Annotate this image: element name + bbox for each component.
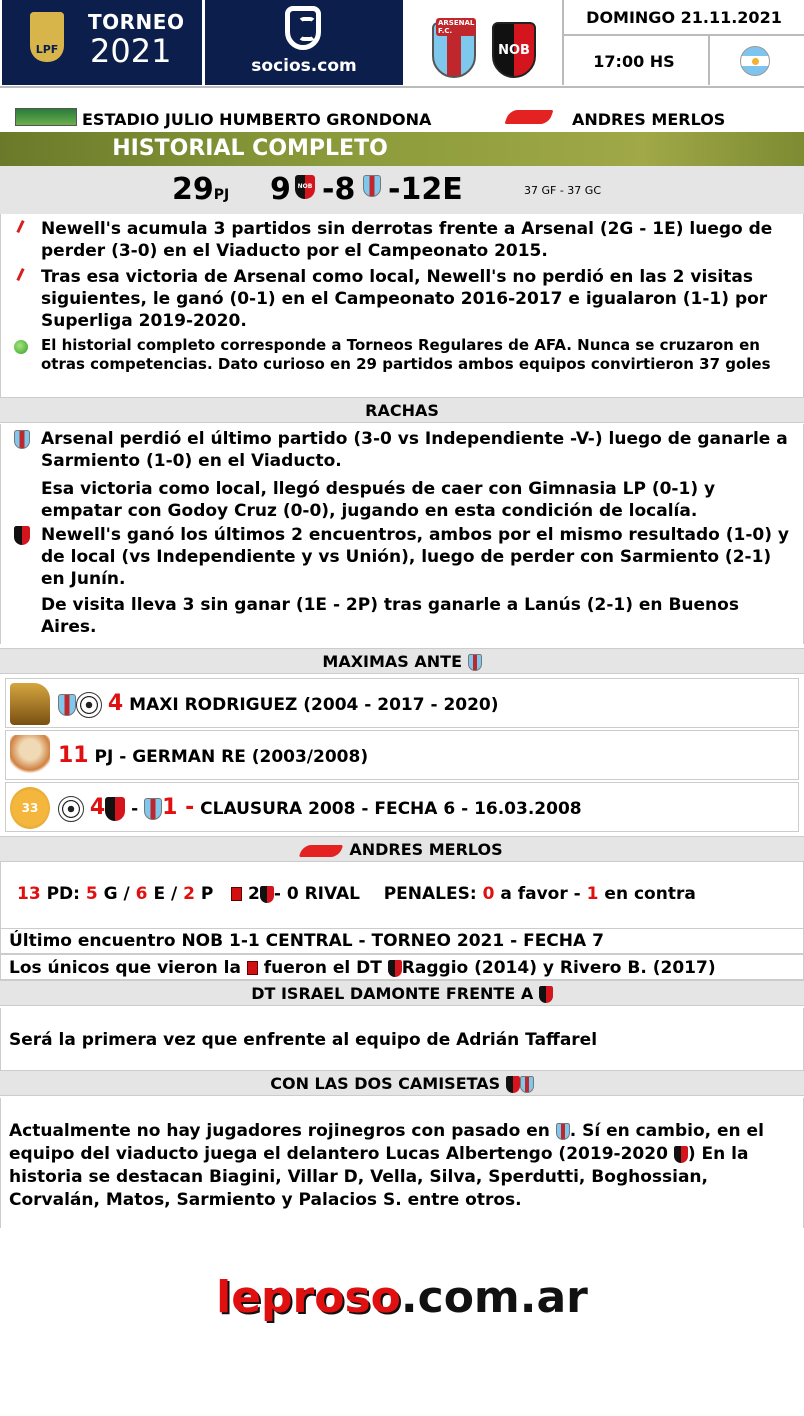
- torneo-year: 2021: [90, 32, 172, 70]
- sponsor-name: socios.com: [251, 56, 357, 76]
- leproso-logo[interactable]: [0, 1272, 804, 1323]
- newells-crest-icon: [14, 526, 30, 545]
- historial-score: [0, 166, 804, 214]
- ball-icon: [76, 692, 102, 718]
- maximas-title: MAXIMAS ANTE: [322, 652, 463, 671]
- pen-icon: [15, 220, 25, 234]
- arsenal-crest-icon: [144, 798, 162, 820]
- pj-suffix: PJ: [213, 187, 230, 203]
- logo-domain: .com.ar: [400, 1272, 588, 1323]
- player-medal-icon: [10, 735, 50, 777]
- max-scorer: [58, 691, 499, 718]
- stadium-name: ESTADIO JULIO HUMBERTO GRONDONA: [82, 110, 432, 129]
- newells-wins: 9: [270, 172, 291, 207]
- g-count: 5: [85, 884, 98, 904]
- win-ars-goals: 1 -: [162, 795, 195, 820]
- win-nob-goals: 4: [89, 795, 106, 820]
- camisetas-text-c: ) En la historia se destacan Biagini, Villar D, Vella, Silva, Sperdutti, Boghossian, Corvalán, Matos, Sarmiento y Palacios S. entre otros.: [9, 1144, 749, 1210]
- newells-crest-icon: [539, 986, 553, 1003]
- referee-stats: [0, 862, 804, 928]
- historial-note: Tras esa victoria de Arsenal como local, Newell's no perdió en las 2 visitas siguientes, le ganó (0-1) en el Campeonato 2016-2017 e igualaron (1-1) por Superliga 2019-2020.: [41, 267, 768, 331]
- pd-count: 13: [17, 884, 41, 904]
- racha-newells-1: Newell's ganó los últimos 2 encuentros, ambos por el mismo resultado (1-0) y de local (vs Independiente y vs Unión), luego de perder con Sarmiento (2-1) en Junín.: [41, 525, 790, 589]
- rachas-section: [0, 424, 804, 644]
- historial-notes: [0, 214, 804, 397]
- newells-crest-icon: [388, 960, 402, 977]
- stadium-icon: [15, 108, 77, 126]
- torneo-label: TORNEO: [88, 10, 185, 34]
- maximas-header: [0, 648, 804, 674]
- max-appearances: [58, 743, 368, 768]
- arsenal-crest-icon: [432, 19, 476, 78]
- historial-note: Newell's acumula 3 partidos sin derrotas frente a Arsenal (2G - 1E) luego de perder (3-0) en el Viaducto por el Campeonato 2015.: [41, 219, 773, 261]
- red-cards-nob: 2: [248, 884, 260, 904]
- camisetas-text-b: . Sí en cambio, en el equipo del viaducto juega el delantero Lucas Albertengo (2019-2020: [9, 1121, 764, 1164]
- historial-note: El historial completo corresponde a Torneos Regulares de AFA. Nunca se cruzaron en otras competencias. Dato curioso en 29 partidos ambos equipos convirtieron 37 goles: [41, 336, 771, 373]
- referee-title: ANDRES MERLOS: [349, 840, 503, 859]
- penales-contra-label: en contra: [604, 884, 696, 904]
- newells-crest-icon: NOB: [295, 175, 315, 199]
- newells-crest-icon: [506, 1076, 520, 1093]
- red-history-a: Los únicos que vieron la: [9, 958, 241, 978]
- red-history-b: fueron el DT: [263, 958, 382, 978]
- red-card-history: [0, 954, 804, 980]
- pen-icon: [15, 268, 25, 282]
- racha-arsenal-1: Arsenal perdió el último partido (3-0 vs Independiente -V-) luego de ganarle a Sarmiento (1-0) en el Viaducto.: [41, 429, 788, 471]
- appearances-player: PJ - GERMAN RE (2003/2008): [94, 747, 369, 767]
- last-match: Último encuentro NOB 1-1 CENTRAL - TORNEO 2021 - FECHA 7: [0, 928, 804, 954]
- match-datetime: [562, 0, 804, 85]
- team-crests: [410, 0, 560, 85]
- matches-played: [172, 172, 229, 207]
- camisetas-text: [9, 1120, 799, 1212]
- torneo-logo-box: [2, 0, 202, 85]
- draws: -12E: [388, 172, 463, 207]
- argentina-flag-icon: [740, 46, 770, 76]
- arsenal-crest-label: ARSENAL F.C.: [438, 19, 475, 35]
- rachas-header: RACHAS: [0, 397, 804, 423]
- maximas-section: [0, 676, 804, 832]
- arsenal-crest-icon: [58, 694, 76, 716]
- whistle-icon: [504, 110, 553, 124]
- dt-text: Será la primera vez que enfrente al equipo de Adrián Taffarel: [9, 1030, 598, 1050]
- socios-logo-icon: [285, 6, 321, 50]
- red-card-icon: [247, 961, 258, 975]
- penales-label: PENALES:: [383, 884, 477, 904]
- referee-stats-line: [17, 884, 696, 904]
- dt-header: [0, 980, 804, 1006]
- arsenal-crest-icon: [556, 1123, 570, 1140]
- referee-name: ANDRES MERLOS: [572, 110, 726, 129]
- arsenal-crest-icon: [14, 430, 30, 449]
- match-header: [0, 0, 804, 88]
- penales-favor: 0: [482, 884, 495, 904]
- arsenal-crest-icon: [363, 175, 381, 197]
- whistle-icon: [299, 845, 343, 857]
- camisetas-header: [0, 1070, 804, 1096]
- referee-header: [0, 836, 804, 862]
- historial-title: HISTORIAL COMPLETO: [112, 136, 388, 161]
- e-label: E /: [153, 884, 178, 904]
- arsenal-wins: -8: [322, 172, 356, 207]
- info-dot-icon: [14, 340, 28, 354]
- max-scorer-row: [5, 678, 799, 728]
- flag-cell: [708, 34, 804, 85]
- camisetas-section: [0, 1098, 804, 1228]
- scorer-goals: 4: [107, 691, 124, 716]
- red-card-icon: [231, 887, 242, 901]
- dt-title: DT ISRAEL DAMONTE FRENTE A: [251, 984, 534, 1003]
- max-win: [58, 795, 582, 822]
- golden-boot-trophy-icon: [10, 683, 50, 725]
- racha-newells-2: De visita lleva 3 sin ganar (1E - 2P) tras ganarle a Lanús (2-1) en Buenos Aires.: [41, 595, 739, 637]
- penales-favor-label: a favor -: [500, 884, 581, 904]
- red-history-c: Raggio (2014) y Rivero B. (2017): [401, 958, 716, 978]
- goals-summary: 37 GF - 37 GC: [524, 184, 602, 197]
- scorer-name: MAXI RODRIGUEZ (2004 - 2017 - 2020): [129, 695, 499, 715]
- p-count: 2: [183, 884, 195, 904]
- newells-crest-icon: [105, 797, 125, 821]
- ball-icon: [58, 796, 84, 822]
- g-label: G /: [103, 884, 130, 904]
- win-match: CLAUSURA 2008 - FECHA 6 - 16.03.2008: [200, 799, 582, 819]
- racha-arsenal-2: Esa victoria como local, llegó después de caer con Gimnasia LP (0-1) y empatar con Godoy Cruz (0-0), jugando en esta condición de localía.: [41, 479, 716, 521]
- camisetas-title: CON LAS DOS CAMISETAS: [270, 1074, 501, 1093]
- venue-row: [0, 102, 804, 132]
- newells-crest-icon: [492, 22, 536, 78]
- red-cards-rival: - 0 RIVAL: [273, 884, 361, 904]
- pj-count: 29: [172, 172, 214, 207]
- match-time: 17:00 HS: [593, 52, 675, 71]
- arsenal-crest-icon: [520, 1076, 534, 1093]
- win-dash: -: [131, 799, 139, 819]
- nob-crest-label: NOB: [498, 42, 530, 58]
- newells-crest-icon: [260, 886, 274, 903]
- newells-crest-icon: [674, 1146, 688, 1163]
- camisetas-text-a: Actualmente no hay jugadores rojinegros con pasado en: [9, 1121, 550, 1141]
- arsenal-crest-icon: [468, 654, 482, 671]
- historial-header: [0, 132, 804, 166]
- match-date: DOMINGO 21.11.2021: [586, 8, 782, 27]
- coin-33-icon: 33: [10, 787, 50, 829]
- lpf-shield-icon: LPF: [30, 12, 64, 62]
- max-appearances-row: [5, 730, 799, 780]
- pd-label: PD:: [46, 884, 80, 904]
- sponsor-box: [205, 0, 403, 85]
- max-win-row: [5, 782, 799, 832]
- dt-section: [0, 1008, 804, 1070]
- penales-contra: 1: [586, 884, 599, 904]
- e-count: 6: [135, 884, 148, 904]
- logo-leproso: leproso: [216, 1272, 401, 1323]
- appearances-count: 11: [58, 743, 89, 768]
- p-label: P: [200, 884, 214, 904]
